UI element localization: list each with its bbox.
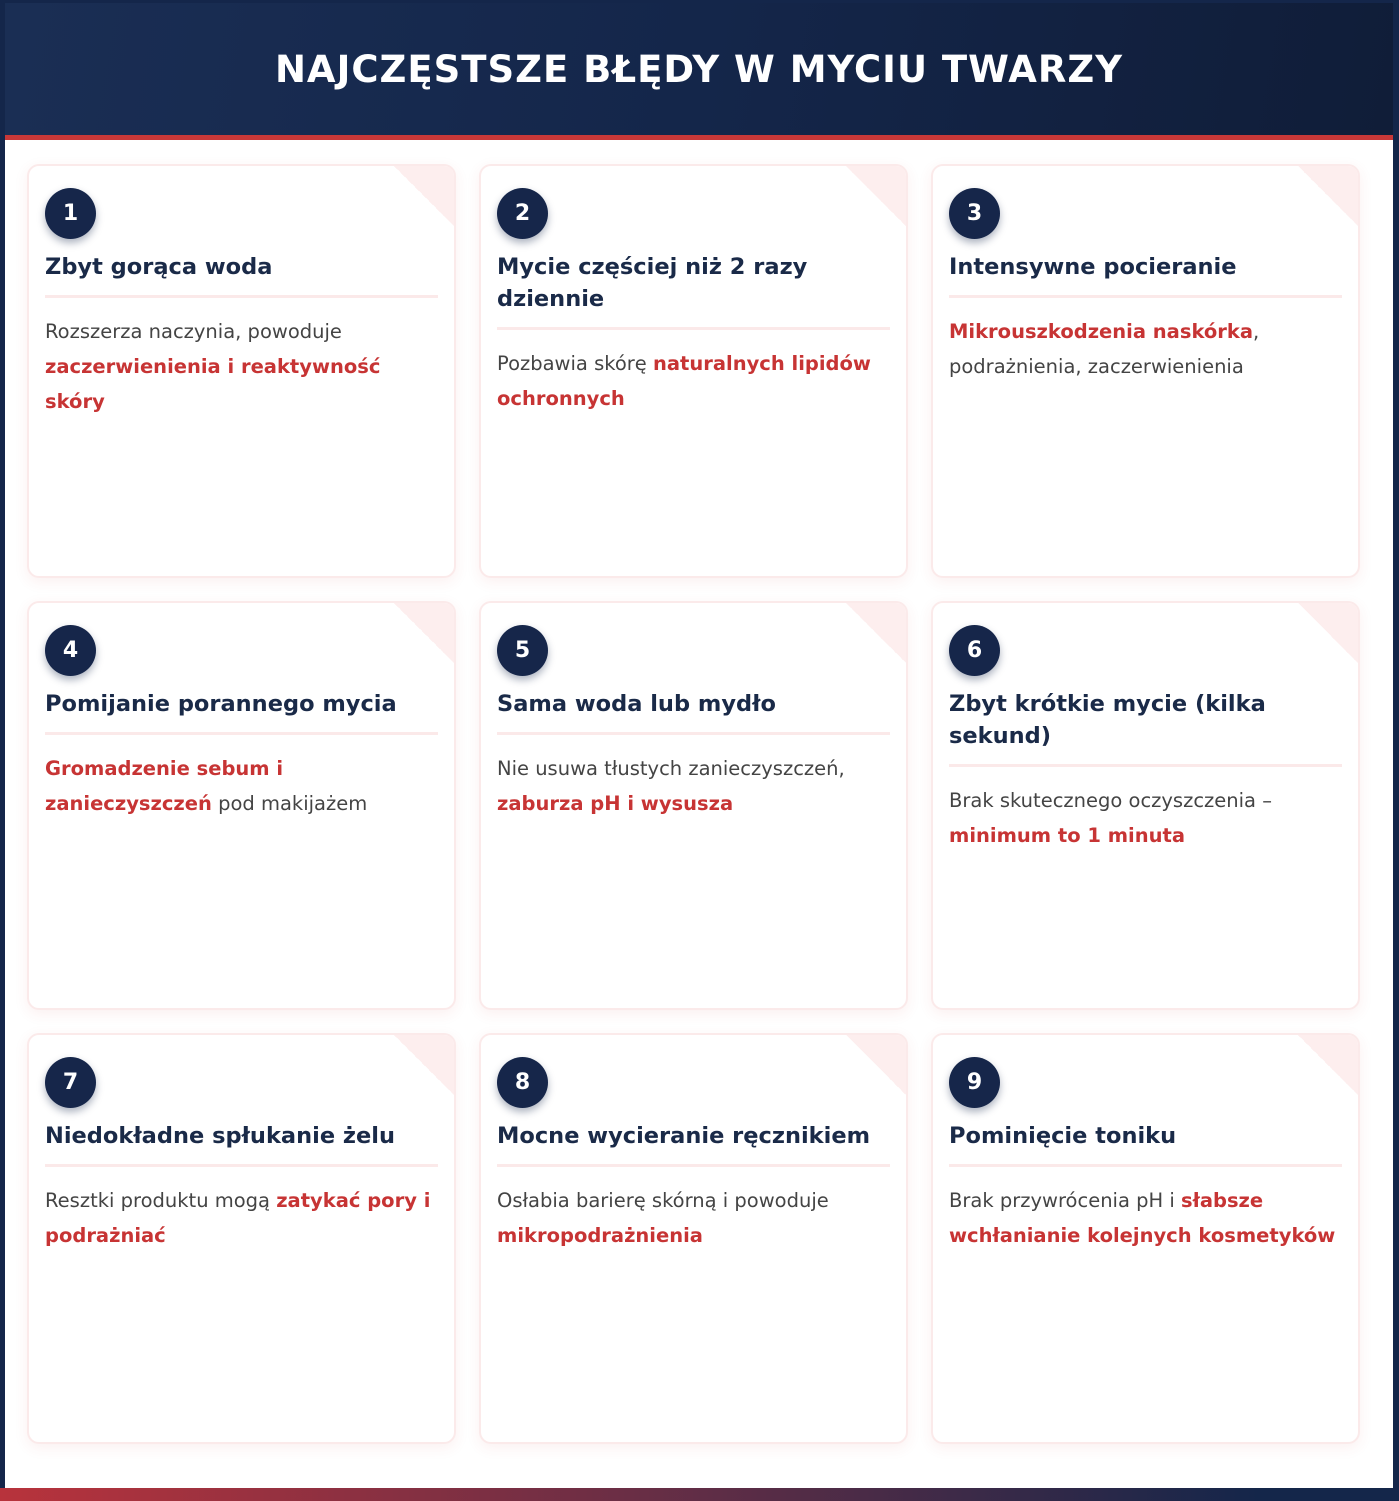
- header-divider: [5, 135, 1393, 140]
- highlight-text: zaburza pH i wysusza: [497, 792, 734, 815]
- card-title: Zbyt krótkie mycie (kilka sekund): [949, 688, 1342, 767]
- number-badge: 8: [497, 1057, 548, 1108]
- mistake-card: [27, 601, 456, 1010]
- card-title: Mocne wycieranie ręcznikiem: [497, 1120, 890, 1167]
- mistake-card: [479, 164, 908, 578]
- page-title: NAJCZĘSTSZE BŁĘDY W MYCIU TWARZY: [274, 47, 1124, 91]
- mistakes-grid: [27, 164, 1360, 1444]
- number-badge: 7: [45, 1057, 96, 1108]
- card-description: [497, 1183, 890, 1253]
- mistake-card: [27, 1033, 456, 1444]
- card-title: Sama woda lub mydło: [497, 688, 890, 735]
- number-badge: 3: [949, 188, 1000, 239]
- card-description: [45, 314, 438, 419]
- card-description: [949, 1183, 1342, 1253]
- card-title: Intensywne pocieranie: [949, 251, 1342, 298]
- description-text: Osłabia barierę skórną i powoduje: [497, 1189, 829, 1212]
- card-description: [949, 783, 1342, 853]
- card-description: [45, 751, 438, 821]
- card-title: Zbyt gorąca woda: [45, 251, 438, 298]
- number-badge: 9: [949, 1057, 1000, 1108]
- mistake-card: [479, 1033, 908, 1444]
- mistake-card: [931, 601, 1360, 1010]
- card-description: [45, 1183, 438, 1253]
- highlight-text: naturalnych lipidów ochronnych: [497, 352, 871, 410]
- description-text: Resztki produktu mogą: [45, 1189, 277, 1212]
- card-title: Pominięcie toniku: [949, 1120, 1342, 1167]
- card-title: Niedokładne spłukanie żelu: [45, 1120, 438, 1167]
- number-badge: 1: [45, 188, 96, 239]
- card-description: [497, 751, 890, 821]
- description-text: pod makijażem: [211, 792, 368, 815]
- card-description: [949, 314, 1342, 384]
- description-text: Rozszerza naczynia, powoduje: [45, 320, 342, 343]
- highlight-text: zaczerwienienia i reaktywność skóry: [45, 355, 381, 413]
- header: [5, 3, 1393, 135]
- highlight-text: Mikrouszkodzenia naskórka: [949, 320, 1254, 343]
- footer-bar: [0, 1488, 1399, 1501]
- mistake-card: [931, 164, 1360, 578]
- highlight-text: zatykać pory i podrażniać: [45, 1189, 431, 1247]
- highlight-text: minimum to 1 minuta: [949, 824, 1185, 847]
- number-badge: 5: [497, 625, 548, 676]
- card-title: Mycie częściej niż 2 razy dziennie: [497, 251, 890, 330]
- description-text: , podrażnienia, zaczerwienienia: [949, 320, 1260, 378]
- number-badge: 6: [949, 625, 1000, 676]
- highlight-text: Gromadzenie sebum i zanieczyszczeń: [45, 757, 284, 815]
- description-text: Brak skutecznego oczyszczenia –: [949, 789, 1272, 812]
- mistake-card: [27, 164, 456, 578]
- mistake-card: [479, 601, 908, 1010]
- card-title: Pomijanie porannego mycia: [45, 688, 438, 735]
- card-description: [497, 346, 890, 416]
- description-text: Pozbawia skórę: [497, 352, 653, 375]
- number-badge: 2: [497, 188, 548, 239]
- description-text: Brak przywrócenia pH i: [949, 1189, 1181, 1212]
- number-badge: 4: [45, 625, 96, 676]
- description-text: Nie usuwa tłustych zanieczyszczeń,: [497, 757, 845, 780]
- mistake-card: [931, 1033, 1360, 1444]
- highlight-text: mikropodrażnienia: [497, 1224, 703, 1247]
- highlight-text: słabsze wchłanianie kolejnych kosmetyków: [949, 1189, 1336, 1247]
